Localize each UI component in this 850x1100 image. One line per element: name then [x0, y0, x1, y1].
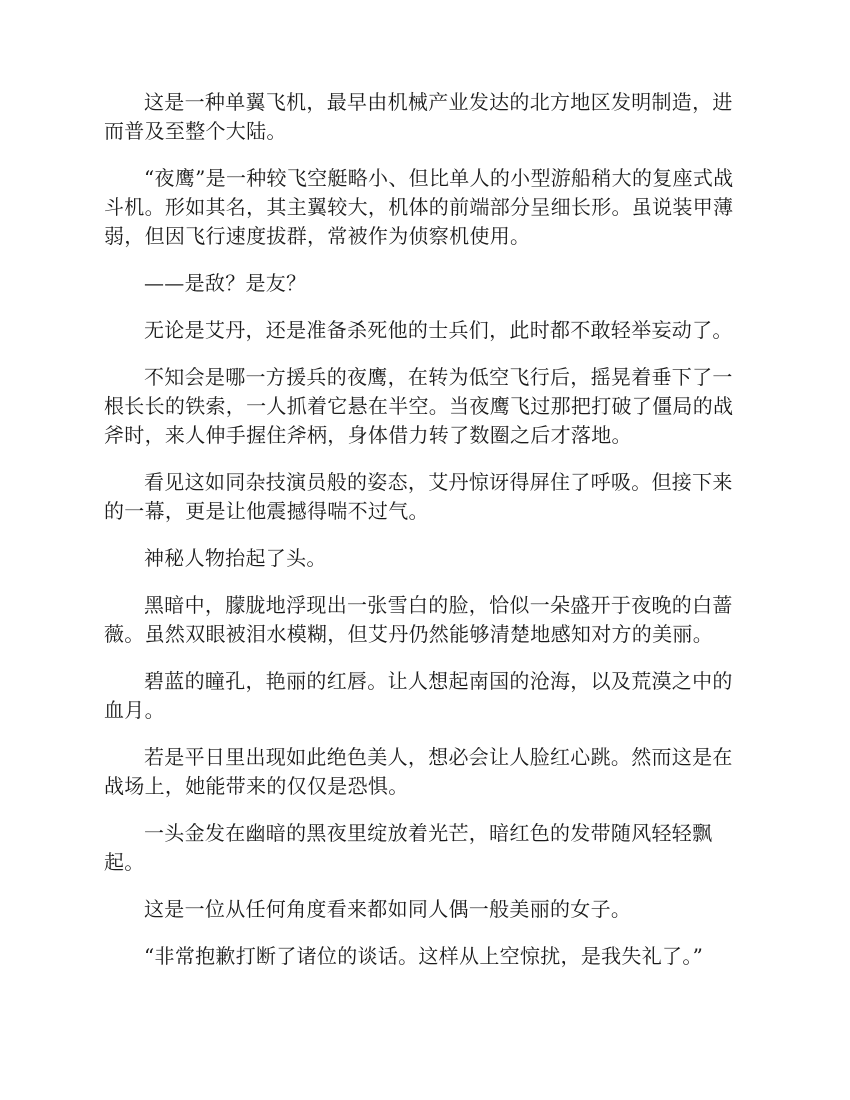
paragraph-6: 看见这如同杂技演员般的姿态，艾丹惊讶得屏住了呼吸。但接下来的一幕，更是让他震撼得喘不过气。 [104, 470, 733, 523]
paragraph-12: 这是一位从任何角度看来都如同人偶一般美丽的女子。 [144, 897, 632, 921]
paragraph-3: ——是敌？是友？ [144, 271, 307, 295]
paragraph-13: “非常抱歉打断了诸位的谈话。这样从上空惊扰，是我失礼了。” [144, 944, 704, 968]
paragraph-7: 神秘人物抬起了头。 [144, 546, 327, 570]
paragraph-11: 一头金发在幽暗的黑夜里绽放着光芒，暗红色的发带随风轻轻飘起。 [104, 821, 713, 874]
paragraph-8: 黑暗中，朦胧地浮现出一张雪白的脸，恰似一朵盛开于夜晚的白蔷薇。虽然双眼被泪水模糊，但艾丹仍然能够清楚地感知对方的美丽。 [104, 593, 733, 646]
paragraph-1: 这是一种单翼飞机，最早由机械产业发达的北方地区发明制造，进而普及至整个大陆。 [104, 90, 733, 143]
paragraph-2: “夜鹰”是一种较飞空艇略小、但比单人的小型游船稍大的复座式战斗机。形如其名，其主翼较大，机体的前端部分呈细长形。虽说装甲薄弱，但因飞行速度拔群，常被作为侦察机使用。 [104, 166, 734, 248]
paragraph-5: 不知会是哪一方援兵的夜鹰，在转为低空飞行后，摇晃着垂下了一根长长的铁索，一人抓着它悬在半空。当夜鹰飞过那把打破了僵局的战斧时，来人伸手握住斧柄，身体借力转了数圈之后才落地。 [104, 365, 734, 447]
document-page [104, 88, 750, 989]
paragraph-4: 无论是艾丹，还是准备杀死他的士兵们，此时都不敢轻举妄动了。 [144, 318, 733, 342]
paragraph-10: 若是平日里出现如此绝色美人，想必会让人脸红心跳。然而这是在战场上，她能带来的仅仅是恐惧。 [104, 745, 733, 798]
paragraph-9: 碧蓝的瞳孔，艳丽的红唇。让人想起南国的沧海，以及荒漠之中的血月。 [104, 669, 733, 722]
